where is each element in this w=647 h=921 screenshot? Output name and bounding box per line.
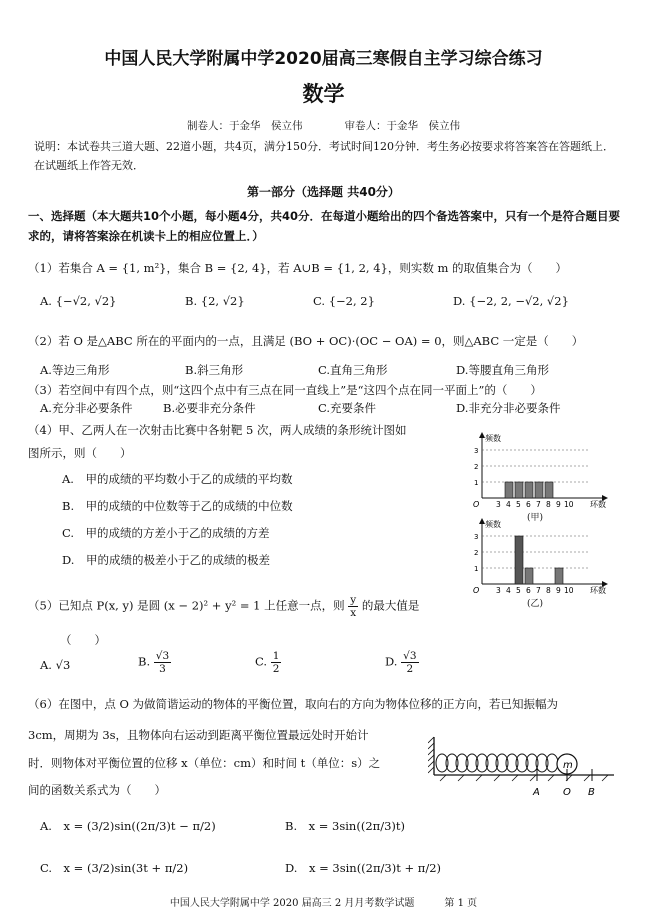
question-6-option-d: D. x = 3sin((2π/3)t + π/2)	[285, 861, 442, 875]
x-tick-label: 10	[564, 500, 574, 509]
fraction-denominator: 2	[406, 663, 414, 675]
question-6-option-b: B. x = 3sin((2π/3)t)	[285, 819, 405, 833]
x-tick-label: 7	[536, 500, 541, 509]
x-tick-label: 6	[526, 500, 531, 509]
bar	[545, 482, 553, 498]
x-tick-label: 5	[516, 586, 521, 595]
question-1-stem: （1）若集合 A = {1, m²}，集合 B = {2, 4}，若 A∪B = {1, 2, 4}，则实数 m 的取值集合为（ ）	[28, 261, 568, 275]
option-label: B.	[138, 654, 151, 669]
question-6-line1: （6）在图中，点 O 为做简谐运动的物体的平衡位置，取向右的方向为物体位移的正方向，若已知振幅为	[28, 697, 559, 711]
question-3-option-b: B.必要非充分条件	[163, 401, 256, 415]
point-a-label: A	[533, 787, 540, 798]
question-5-option-b	[138, 650, 171, 675]
question-6-option-a: A. x = (3/2)sin((2π/3)t − π/2)	[40, 819, 216, 833]
y-tick-label: 1	[474, 479, 479, 487]
bar	[525, 482, 533, 498]
exam-title: 中国人民大学附属中学2020届高三寒假自主学习综合练习	[104, 49, 543, 69]
y-tick-label: 1	[474, 565, 479, 573]
question-5-fraction	[348, 594, 358, 619]
y-axis-label: 频数	[485, 520, 501, 529]
chart-jia	[462, 432, 612, 512]
spring-coil	[436, 754, 558, 772]
chart-yi	[462, 518, 612, 598]
fraction-denominator: 2	[272, 663, 280, 675]
question-5-option-a	[40, 658, 70, 672]
wall-hatch	[428, 737, 434, 773]
question-3-option-d: D.非充分非必要条件	[456, 401, 561, 415]
fraction-numerator: y	[350, 594, 357, 606]
question-3-stem: （3）若空间中有四个点，则“这四个点中有三点在同一直线上”是“这四个点在同一平面上”的（ ）	[28, 383, 542, 397]
origin-label: O	[473, 500, 480, 509]
x-tick-label: 9	[556, 500, 561, 509]
question-6-line2: 3cm，周期为 3s，且物体向右运动到距离平衡位置最远处时开始计	[28, 728, 369, 742]
x-tick-label: 5	[516, 500, 521, 509]
option-fraction	[154, 650, 171, 675]
question-6-option-c: C. x = (3/2)sin(3t + π/2)	[40, 861, 189, 875]
exam-note: 说明：本试卷共三道大题、22道小题，共4页，满分150分．考试时间120分钟．考生务必按要求将答案答在答题纸上．在试题纸上作答无效．	[34, 140, 614, 172]
ground-hatch	[440, 775, 608, 781]
question-1-option-a: A. {−√2, √2}	[40, 294, 117, 308]
x-axis-label: 环数	[590, 586, 606, 595]
bar	[535, 482, 543, 498]
question-5-blank: （ ）	[60, 633, 106, 647]
bar	[515, 482, 523, 498]
bar	[525, 568, 533, 584]
question-1-option-d: D. {−2, 2, −√2, √2}	[453, 294, 569, 308]
subject-title: 数学	[302, 82, 345, 106]
point-o-label: O	[563, 787, 571, 798]
option-label: A.	[40, 658, 52, 672]
fraction-denominator: x	[350, 607, 357, 619]
option-label: C.	[255, 654, 268, 669]
y-axis-label: 频数	[485, 434, 501, 443]
option-fraction	[271, 650, 282, 675]
x-tick-label: 4	[506, 500, 511, 509]
question-5-stem	[28, 594, 419, 619]
question-5-stem-pre: （5）已知点 P(x, y) 是圆 (x − 2)² + y² = 1 上任意一点，则	[28, 598, 345, 613]
question-3-option-c: C.充要条件	[318, 401, 377, 415]
fraction-numerator: 1	[272, 650, 280, 662]
fraction-numerator: √3	[155, 650, 170, 662]
chart-jia-caption: (甲)	[527, 513, 544, 523]
option-fraction	[401, 650, 418, 675]
x-tick-label: 10	[564, 586, 574, 595]
question-4-stem-line2: 图所示，则（ ）	[28, 446, 132, 460]
y-tick-label: 2	[474, 463, 479, 471]
question-2-option-d: D.等腰直角三角形	[456, 363, 549, 377]
x-tick-label: 9	[556, 586, 561, 595]
spring-figure	[428, 733, 618, 803]
question-6-line4: 间的函数关系式为（ ）	[28, 783, 166, 797]
question-5-stem-post: 的最大值是	[361, 598, 420, 613]
bar	[555, 568, 563, 584]
question-1-option-c: C. {−2, 2}	[313, 294, 375, 308]
x-tick-label: 8	[546, 586, 551, 595]
question-4-option-b: B. 甲的成绩的中位数等于乙的成绩的中位数	[62, 499, 293, 513]
y-tick-label: 3	[474, 533, 479, 541]
question-2-stem: （2）若 O 是△ABC 所在的平面内的一点，且满足 (BO + OC)·(OC − OA) = 0，则△ABC 一定是（ ）	[28, 334, 584, 348]
x-tick-label: 3	[496, 586, 501, 595]
y-tick-label: 3	[474, 447, 479, 455]
fraction-numerator: √3	[403, 650, 417, 662]
question-3-option-a: A.充分非必要条件	[40, 401, 133, 415]
x-axis-label: 环数	[590, 500, 606, 509]
question-2-option-b: B.斜三角形	[185, 363, 244, 377]
question-6-line3: 时．则物体对平衡位置的位移 x（单位：cm）和时间 t（单位：s）之	[28, 756, 381, 770]
page-footer: 中国人民大学附属中学 2020 届高三 2 月月考数学试题 第 1 页	[169, 898, 478, 909]
fraction-denominator: 3	[159, 663, 166, 675]
question-1-option-b: B. {2, √2}	[185, 294, 245, 308]
question-4-option-c: C. 甲的成绩的方差小于乙的成绩的方差	[62, 526, 270, 540]
question-5-option-c	[255, 650, 281, 675]
x-tick-label: 4	[506, 586, 511, 595]
bar	[515, 536, 523, 584]
question-4-option-d: D. 甲的成绩的极差小于乙的成绩的极差	[62, 553, 270, 567]
question-4-stem-line1: （4）甲、乙两人在一次射击比赛中各射靶 5 次，两人成绩的条形统计图如	[28, 423, 407, 437]
question-4-option-a: A. 甲的成绩的平均数小于乙的成绩的平均数	[62, 472, 293, 486]
chart-yi-caption: (乙)	[527, 599, 544, 609]
x-tick-label: 6	[526, 586, 531, 595]
bar	[505, 482, 513, 498]
part-heading: 第一部分（选择题 共40分）	[247, 185, 400, 199]
point-b-label: B	[588, 787, 595, 798]
section-instructions: 一、选择题（本大题共10个小题，每小题4分，共40分．在每道小题给出的四个备选答案中，只有一个是符合题目要求的，请将答案涂在机读卡上的相应位置上．）	[28, 209, 621, 243]
x-tick-label: 8	[546, 500, 551, 509]
x-tick-label: 7	[536, 586, 541, 595]
origin-label: O	[473, 586, 480, 595]
question-5-option-d	[385, 650, 419, 675]
authors-line: 制卷人：于金华 侯立伟 审卷人：于金华 侯立伟	[187, 120, 460, 132]
option-label: D.	[385, 654, 398, 669]
question-2-option-c: C.直角三角形	[318, 363, 388, 377]
mass-label: m	[563, 760, 573, 771]
option-value: √3	[55, 658, 71, 672]
y-tick-label: 2	[474, 549, 479, 557]
x-tick-label: 3	[496, 500, 501, 509]
question-2-option-a: A.等边三角形	[40, 363, 110, 377]
